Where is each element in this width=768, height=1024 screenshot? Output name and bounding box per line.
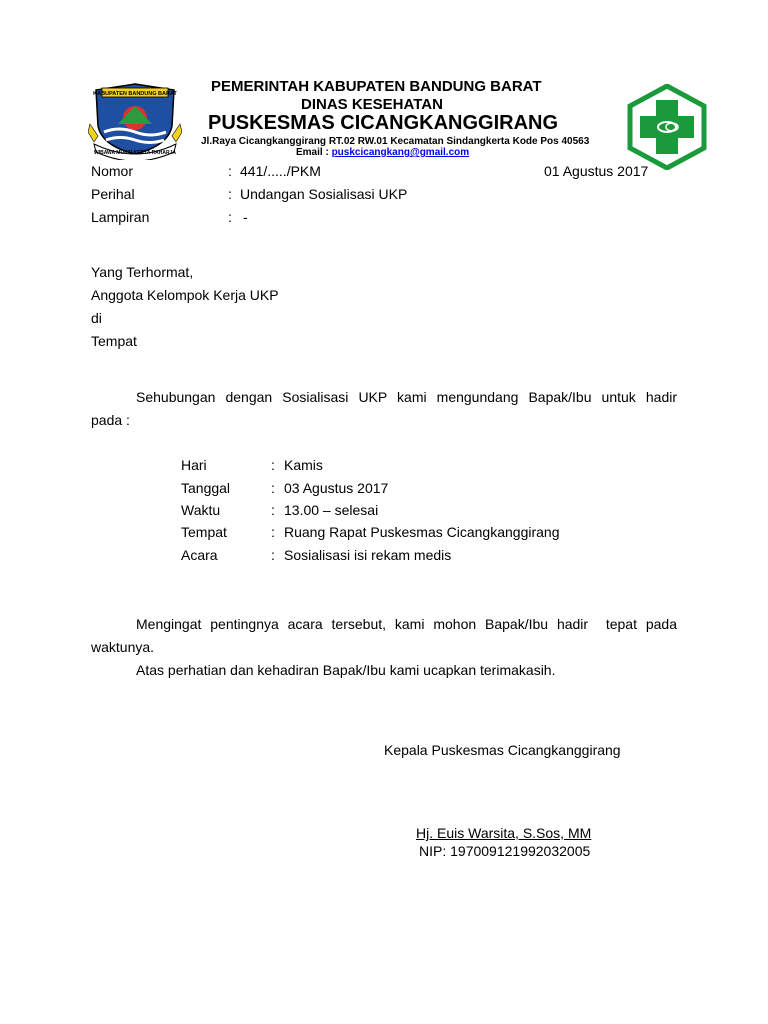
lampiran-label: Lampiran — [91, 209, 150, 225]
header-department: DINAS KESEHATAN — [301, 96, 443, 113]
puskesmas-logo — [626, 84, 708, 170]
perihal-label: Perihal — [91, 186, 135, 202]
detail-colon: : — [271, 502, 275, 518]
detail-colon: : — [271, 480, 275, 496]
logo-top-text: KABUPATEN BANDUNG BARAT — [93, 91, 177, 97]
paragraph-2-line-1: Mengingat pentingnya acara tersebut, kami mohon Bapak/Ibu hadir tepat pada — [136, 616, 677, 632]
detail-value-tanggal: 03 Agustus 2017 — [284, 480, 389, 496]
regency-logo — [88, 80, 182, 160]
detail-label-tempat: Tempat — [181, 524, 227, 540]
email-label: Email : — [296, 147, 332, 158]
detail-value-waktu: 13.00 – selesai — [284, 502, 379, 518]
detail-value-acara: Sosialisasi isi rekam medis — [284, 547, 452, 563]
nomor-value: 441/...../PKM — [240, 163, 321, 179]
detail-colon: : — [271, 547, 275, 563]
detail-label-waktu: Waktu — [181, 502, 221, 518]
signature-nip: NIP: 197009121992032005 — [419, 843, 591, 859]
header-government: PEMERINTAH KABUPATEN BANDUNG BARAT — [211, 78, 542, 95]
header-address: Jl.Raya Cicangkanggirang RT.02 RW.01 Kecamatan Sindangkerta Kode Pos 40563 — [201, 136, 590, 147]
header-puskesmas: PUSKESMAS CICANGKANGGIRANG — [208, 112, 559, 134]
paragraph-2-line-2: waktunya. — [91, 639, 155, 655]
detail-value-hari: Kamis — [284, 457, 323, 473]
header-email-line — [296, 147, 469, 158]
detail-colon: : — [271, 457, 275, 473]
letter-date: 01 Agustus 2017 — [544, 163, 649, 179]
salutation: Yang Terhormat, — [91, 264, 194, 280]
detail-label-acara: Acara — [181, 547, 218, 563]
recipient-place: Tempat — [91, 333, 137, 349]
signature-title: Kepala Puskesmas Cicangkanggirang — [384, 742, 621, 758]
email-link[interactable]: puskcicangkang@gmail.com — [331, 147, 470, 158]
detail-label-tanggal: Tanggal — [181, 480, 231, 496]
detail-value-tempat: Ruang Rapat Puskesmas Cicangkanggirang — [284, 524, 560, 540]
paragraph-3: Atas perhatian dan kehadiran Bapak/Ibu kami ucapkan terimakasih. — [136, 662, 556, 678]
lampiran-colon: : — [228, 209, 232, 225]
perihal-value: Undangan Sosialisasi UKP — [240, 186, 408, 202]
paragraph-1-line-2: pada : — [91, 412, 130, 428]
logo-motto-text: WIBAWA MUKTI KERTA RAHARJA — [93, 150, 177, 156]
signature-name: Hj. Euis Warsita, S.Sos, MM — [416, 825, 592, 841]
detail-label-hari: Hari — [181, 457, 207, 473]
lampiran-value: - — [243, 209, 248, 225]
detail-colon: : — [271, 524, 275, 540]
nomor-label: Nomor — [91, 163, 134, 179]
recipient-di: di — [91, 310, 102, 326]
nomor-colon: : — [228, 163, 232, 179]
recipient: Anggota Kelompok Kerja UKP — [91, 287, 279, 303]
perihal-colon: : — [228, 186, 232, 202]
paragraph-1-line-1: Sehubungan dengan Sosialisasi UKP kami mengundang Bapak/Ibu untuk hadir — [136, 389, 677, 405]
